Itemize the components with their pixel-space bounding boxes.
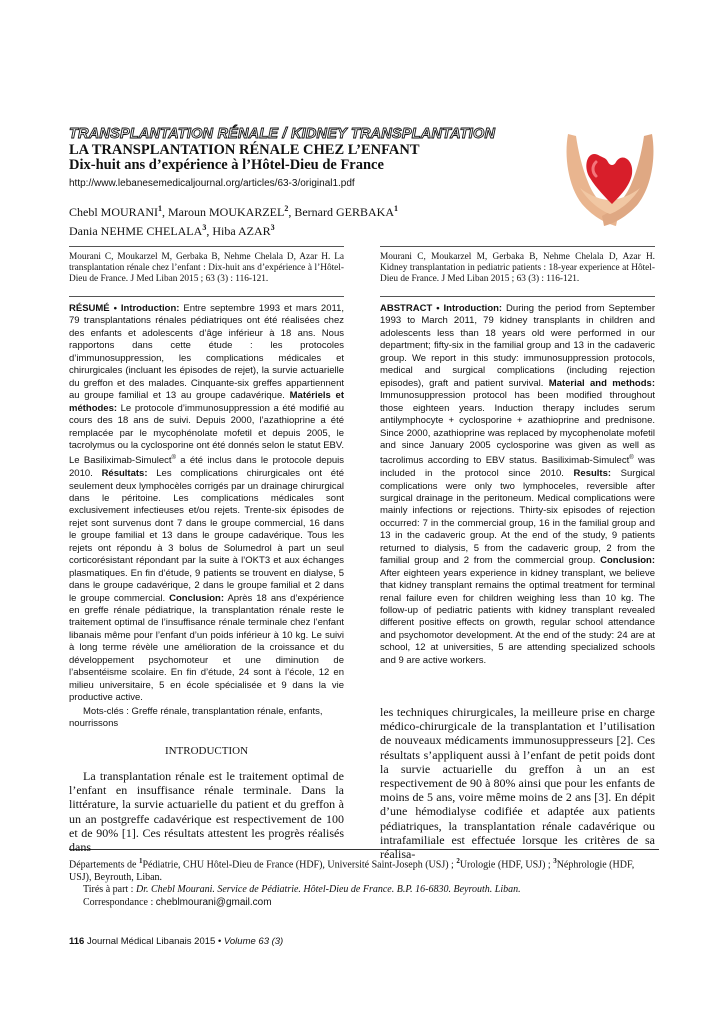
correspondence-email[interactable]: cheblmourani@gmail.com [155, 896, 272, 908]
resume-lead: RÉSUMÉ • [69, 303, 121, 314]
resume-methods-text: a été inclus dans le protocole depuis 2010. [69, 455, 345, 480]
page-number: 116 [69, 936, 85, 947]
author-name: Dania NEHME CHELALA [69, 224, 203, 238]
citation-rule-bottom-right [380, 296, 655, 297]
article-title: LA TRANSPLANTATION RÉNALE CHEZ L’ENFANT [69, 142, 420, 158]
citation-rule-top-right [380, 246, 655, 247]
resume-intro-text: Entre septembre 1993 et mars 2011, 79 transplantations rénales pédiatriques ont été réalisées chez des enfants et adolescents d’âge inférieur à 18 ans. Nous rapportons dans cette étude : les protocoles d’immunosuppression, les complications médicales et chirurgicales (incluant les épisodes de rejet), la survie actuarielle du greffon et des malades. Cinquante-six greffes appartiennent au groupe familial et 13 au groupe cadavérique. [69, 303, 344, 402]
keywords: Mots-clés : Greffe rénale, transplantation rénale, enfants, nourrissons [69, 706, 323, 729]
dept-prefix: Départements de [69, 859, 139, 871]
author-list [69, 201, 398, 239]
department: Pédiatrie, CHU Hôtel-Dieu de France (HDF), Université Saint-Joseph (USJ) ; [142, 859, 457, 871]
affiliation-marker: 1 [158, 204, 162, 213]
reprint-label: Tirés à part : [83, 884, 136, 896]
abstract-results-label: Results: [573, 468, 612, 480]
abstract-methods-text: was included in the protocol since 2010. [380, 455, 655, 480]
abstract-english [380, 303, 655, 667]
section-heading-introduction: INTRODUCTION [164, 745, 249, 757]
correspondence-line [69, 897, 659, 910]
abstract-results-text: Surgical complications were only two lymphoceles, reversible after surgical drainage in the peritoneum. Medical complications were mainly infections or rejections. Thirty-six episodes of rejection occurred: 7 in the commercial group, 16 in the familial group and 13 in the cadaveric group. At the end of the study, 9 patients returned to dialysis, 5 from the cadaveric group, 2 from the familial group and 2 from the commercial group. [380, 468, 655, 567]
abstract-methods-label: Material and methods: [548, 377, 655, 389]
abstract-conclusion-label: Conclusion: [600, 555, 655, 567]
resume-methods-text: Le protocole d’immunosuppression a été modifié au cours des 18 ans de suivi. Depuis 2000, l’azathioprine a été remplacée par le mycophénolate mofetil et depuis 2005, le tacrolymus ou la cyclosporine ont été donnés selon le statut EBV. Le Basiliximab-Simulect [69, 402, 344, 467]
author-name: , Bernard GERBAKA [288, 205, 394, 219]
affiliations-footnote [69, 855, 659, 909]
section-title: TRANSPLANTATION RÉNALE / KIDNEY TRANSPLANTATION [69, 126, 496, 142]
author-line-1 [69, 201, 398, 220]
resume-results-text: Les complications chirurgicales ont été seulement deux lymphocèles corrigés par un drainage chirurgical dans le péritoine. Les complications médicales sont exclusivement infectieuses et/ou rejets. Trente-six épisodes de rejet sont survenus dont 7 dans le groupe commercial, 16 dans le groupe familial et 13 dans le groupe cadavérique. Tous les rejets ont répondu à 3 bolus de Solumedrol à part un seul corticorésistant répondant par la suite à l’OKT3 et aux échanges plasmatiques. En fin d’étude, 9 patients se trouvent en dialyse, 5 dans le groupe cadavérique, 2 dans le groupe familial et 2 dans le groupe commercial. [69, 468, 344, 604]
abstract-conclusion-text: After eighteen years experience in kidney transplant, we believe that kidney transplant remains the optimal treatment for terminal renal failure even for children weighing less than 10 kg. The follow-up of pediatric patients with kidney transplant revealed different positive effects on growth, regular school attendance and psychomotor development. At the end of the study: 24 are at school, 12 at universities, 5 are attending specialized schools and 9 are active workers. [380, 567, 655, 666]
reprint-address: Dr. Chebl Mourani. Service de Pédiatrie. Hôtel-Dieu de France. B.P. 16-6830. Beyrouth. Liban. [135, 884, 521, 896]
citation-rule-top-left [69, 246, 344, 247]
journal-name: Journal Médical Libanais 2015 • [84, 936, 224, 947]
article-url[interactable]: http://www.lebanesemedicaljournal.org/articles/63-3/original1.pdf [69, 178, 355, 189]
abstract-intro-text: During the period from September 1993 to March 2011, 79 kidney transplants in children and adolescents less than 18 years old were performed in our department; fifty-six in the familial group and 13 in the cadaveric group. We report in this study: immunosuppression protocols, medical and surgical complications (including rejection episodes), graft and patient survival. [380, 303, 655, 389]
affiliation-marker: 2 [456, 857, 460, 865]
affiliation-marker: 3 [553, 857, 557, 865]
author-name: , Hiba AZAR [206, 224, 271, 238]
correspondence-label: Correspondance : [83, 896, 156, 908]
resume-results-label: Résultats: [101, 468, 148, 480]
resume-methods-label: Matériels et méthodes: [69, 390, 344, 414]
resume-conclusion-label: Conclusion: [169, 592, 225, 604]
citation-rule-bottom-left [69, 296, 344, 297]
citation-english: Mourani C, Moukarzel M, Gerbaka B, Nehme Chelala D, Azar H. Kidney transplantation in pediatric patients : 18-year experience at Hôtel-Dieu de France. J Med Liban 2015 ; 63 (3) : 116-121. [380, 252, 655, 285]
author-name: Chebl MOURANI [69, 205, 158, 219]
abstract-intro-label: Introduction: [443, 303, 503, 314]
introduction-paragraph-right: les techniques chirurgicales, la meilleure prise en charge médico-chirurgicale de la transplantation et l’utilisation de nouveaux médicaments immunosuppresseurs [2]. Ces résultats s’appliquent aussi à l’enfant de petit poids dont la survie actuarielle du greffon à un an est respectivement de 90 à 80% ainsi que pour les enfants de moins de 5 ans, voire même moins de 2 ans [3]. En dépit d’une hémodialyse codifiée et adaptée aux patients pédiatriques, la transplantation rénale cadavérique ou intrafamiliale est effectuée lorsque les critères de sa réalisa- [380, 705, 655, 862]
abstract-lead: ABSTRACT • [380, 303, 444, 314]
citation-french: Mourani C, Moukarzel M, Gerbaka B, Nehme Chelala D, Azar H. La transplantation rénale chez l’enfant : Dix-huit ans d’expérience à l’Hôtel-Dieu de France. J Med Liban 2015 ; 63 (3) : 116-121. [69, 252, 344, 285]
resume-french [69, 303, 344, 705]
affiliation-marker: 3 [202, 223, 207, 232]
department: Urologie (HDF, USJ) ; [459, 859, 554, 871]
resume-intro-label: Introduction: [120, 303, 180, 314]
abstract-methods-text: Immunosuppression protocol has been modified throughout those eighteen years. Induction therapy includes serum antilymphocyte + cyclosporine + azathioprine and prednisone. Since 2000, azathioprine was replaced by mycophenolate mofetil and since January 2005 cyclosporine was given as well as tacrolimus according to EBV status. Basiliximab-Simulect [380, 390, 655, 467]
affiliations-line [69, 855, 659, 884]
author-line-2 [69, 220, 398, 239]
affiliation-marker: 3 [270, 223, 275, 232]
hands-holding-kidney-image [560, 126, 660, 230]
page-footer [69, 936, 283, 947]
registered-mark: ® [629, 455, 634, 462]
affiliation-marker: 1 [393, 204, 398, 213]
department: Néphrologie (HDF, USJ), Beyrouth, Liban. [69, 859, 635, 883]
reprint-line [69, 884, 659, 897]
resume-conclusion-text: Après 18 ans d’expérience en greffe rénale pédiatrique, la transplantation rénale reste le traitement optimal de l’insuffisance rénale terminale chez l’enfant libanais même pour l’enfant d’un poids inférieur à 10 kg. Le suivi à long terme révèle une amélioration de la croissance et du développement psychomoteur et une diminution de l’absentéisme scolaire. En fin d’étude, 24 sont à l’école, 12 en milieu universitaire, 5 en école spécialisée et 9 dans la vie productive active. [69, 592, 344, 704]
affiliation-marker: 2 [284, 204, 289, 213]
journal-volume: Volume 63 (3) [223, 936, 284, 947]
author-name: , Maroun MOUKARZEL [162, 205, 285, 219]
article-subtitle: Dix-huit ans d’expérience à l’Hôtel-Dieu de France [69, 157, 384, 173]
affiliation-marker: 1 [138, 857, 143, 865]
registered-mark: ® [171, 455, 176, 462]
introduction-paragraph-left: La transplantation rénale est le traitement optimal de l’enfant en insuffisance rénale terminale. Dans la littérature, la survie actuarielle du patient et du greffon à un an postgreffe cadavérique est respectivement de 100 et de 90% [1]. Ces résultats attestent les progrès réalisés dans [69, 769, 344, 855]
